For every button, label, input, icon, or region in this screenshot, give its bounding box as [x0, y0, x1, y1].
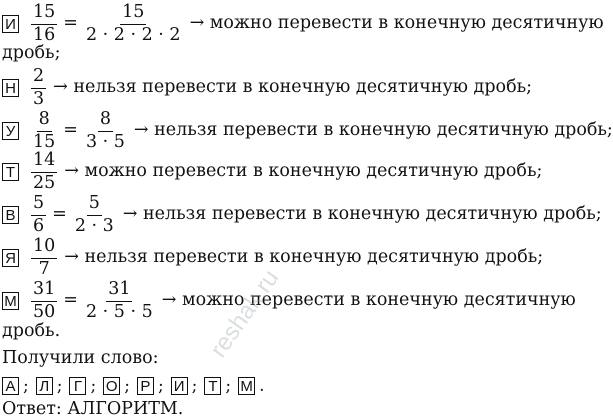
numerator: 10 [31, 238, 57, 259]
denominator: 6 [33, 215, 45, 236]
denominator: 2 · 2 · 2 · 2 [85, 24, 181, 45]
fraction [31, 238, 57, 278]
letter-box: У [2, 122, 19, 140]
letter-box: В [2, 206, 19, 224]
row-U [2, 111, 613, 151]
row-M [2, 281, 576, 321]
denominator: 3 · 5 [85, 131, 125, 152]
denominator: 25 [33, 172, 56, 193]
fraction [31, 195, 46, 235]
fraction [31, 111, 57, 151]
conclusion-text: → можно перевести в конечную десятичную [189, 13, 604, 34]
fraction [31, 68, 46, 108]
letter-box: М [2, 292, 19, 310]
denominator: 50 [33, 301, 56, 322]
fraction [31, 281, 57, 321]
word-letter-box: О [103, 377, 120, 395]
letter-box: И [2, 15, 19, 33]
numerator: 5 [31, 195, 46, 216]
conclusion-text: → нельзя перевести в конечную десятичную дробь; [53, 77, 533, 98]
letter-box: Я [2, 249, 19, 267]
watermark: reshak.ru [204, 264, 285, 363]
word-letters-row: А ; Л ; Г ; О ; Р ; И ; Т ; М . [2, 376, 272, 396]
row-N [2, 68, 532, 108]
word-letter-box: Р [137, 377, 154, 395]
word-letter-box: А [2, 377, 19, 395]
conclusion-text: → можно перевести в конечную десятичную [161, 290, 576, 311]
equals-sign: = [63, 13, 78, 34]
word-letter-box: Л [36, 377, 53, 395]
denominator: 2 · 5 · 5 [85, 301, 153, 322]
numerator: 31 [106, 281, 132, 302]
numerator: 31 [31, 281, 57, 302]
factored-fraction [73, 195, 116, 235]
denominator: 2 · 3 [74, 215, 114, 236]
row-T [2, 152, 542, 192]
conclusion-text: → нельзя перевести в конечную десятичную дробь; [64, 247, 544, 268]
conclusion-text: → нельзя перевести в конечную десятичную дробь; [122, 204, 602, 225]
word-letter-box: Г [69, 377, 86, 395]
denominator: 16 [33, 24, 56, 45]
final-answer: Ответ: АЛГОРИТМ. [2, 399, 184, 419]
numerator: 2 [31, 68, 46, 89]
denominator: 15 [33, 131, 56, 152]
denominator: 3 [33, 88, 45, 109]
numerator: 15 [31, 4, 57, 25]
numerator: 5 [87, 195, 102, 216]
fraction [31, 4, 57, 44]
letter-box: Н [2, 79, 19, 97]
received-label: Получили слово: [2, 348, 159, 368]
letter-box: Т [2, 163, 19, 181]
denominator: 7 [38, 258, 50, 279]
equals-sign: = [63, 120, 78, 141]
equals-sign: = [63, 290, 78, 311]
conclusion-continuation: дробь. [2, 321, 61, 341]
numerator: 14 [31, 152, 57, 173]
conclusion-text: → можно перевести в конечную десятичную дробь; [64, 161, 543, 182]
numerator: 8 [37, 111, 52, 132]
numerator: 8 [98, 111, 113, 132]
row-V [2, 195, 602, 235]
word-letter-box: Т [204, 377, 221, 395]
word-letter-box: М [238, 377, 255, 395]
word-letter-box: И [171, 377, 188, 395]
factored-fraction [84, 4, 183, 44]
factored-fraction [84, 111, 127, 151]
numerator: 15 [120, 4, 146, 25]
fraction [31, 152, 57, 192]
row-I [2, 4, 604, 44]
equals-sign: = [52, 204, 67, 225]
conclusion-text: → нельзя перевести в конечную десятичную дробь; [133, 120, 613, 141]
factored-fraction [84, 281, 155, 321]
conclusion-continuation: дробь; [2, 43, 61, 63]
